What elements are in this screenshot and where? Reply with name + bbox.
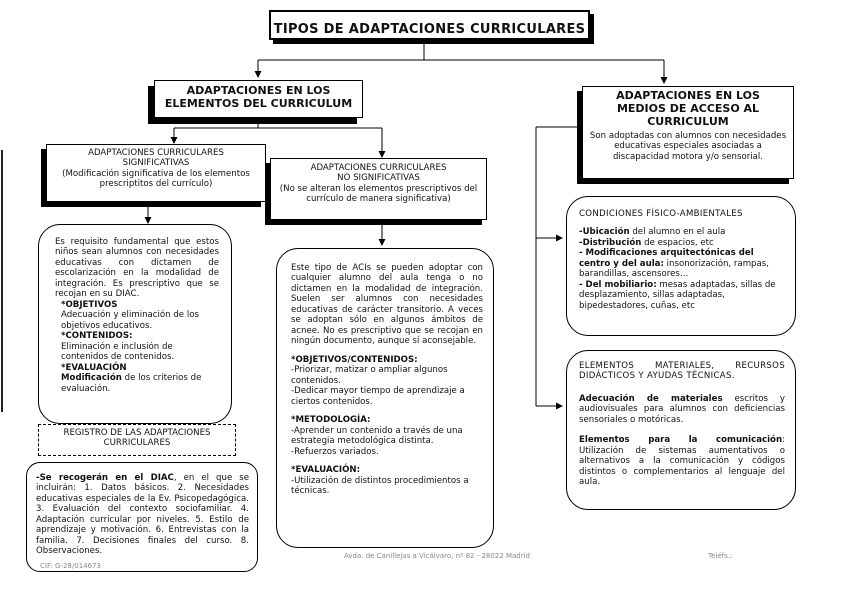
- non-significant-evaluation-item-1: -Utilización de distintos procedimientos a técnicas.: [291, 475, 469, 497]
- non-significant-detail-box: [276, 248, 494, 548]
- physical-item-furniture-bold: - Del mobiliario:: [579, 279, 657, 290]
- diac-box: [26, 462, 258, 572]
- non-significant-objectives-item-2: -Dedicar mayor tiempo de aprendizaje a ciertos contenidos.: [291, 386, 465, 407]
- access-header-desc: Son adoptadas con alumnos con necesidades educativas especiales asociadas a discapacidad motora y/o sensorial.: [589, 130, 787, 162]
- non-significant-desc: (No se alteran los elementos prescriptivos del currículo de manera significativa): [279, 183, 478, 205]
- physical-item-architecture-bold: - Modificaciones arquitectónicas del centro y del aula:: [579, 248, 754, 269]
- significant-evaluation-rest: de los criterios de evaluación.: [61, 373, 202, 394]
- diagram-title: [269, 10, 590, 40]
- physical-conditions-box: [566, 196, 796, 336]
- significant-desc: (Modificación significativa de los elementos prescriptitos del currículo): [62, 168, 250, 190]
- materials-adaptation-text: escritos y audiovisuales para alumnos con deficiencias sensoriales o motóricas.: [579, 393, 785, 425]
- non-significant-adaptations-box: [270, 158, 487, 220]
- elements-header-line1: ADAPTACIONES EN LOS: [186, 84, 331, 97]
- non-significant-intro: Este tipo de ACIs se pueden adoptar con cualquier alumno del aula tenga o no dictamen en la modalidad de integración. Suelen ser alumnos con necesidades educativas de carácter transitorio. A veces se adoptan sólo en algunos ámbitos de acnee. No es prescriptivo que se recojan en ningún documento, aunque sí aconsejable.: [291, 263, 483, 347]
- elements-header: [154, 80, 363, 118]
- access-header: [582, 86, 794, 179]
- physical-item-location-text: del alumno en el aula: [629, 227, 726, 238]
- title-text: TIPOS DE ADAPTACIONES CURRICULARES: [273, 22, 586, 37]
- materials-title: ELEMENTOS MATERIALES, RECURSOS DIDÁCTICOS Y AYUDAS TÉCNICAS.: [579, 361, 785, 382]
- access-header-line1: ADAPTACIONES EN LOS: [616, 89, 760, 102]
- elements-header-line2: ELEMENTOS DEL CURRICULUM: [164, 97, 353, 111]
- significant-contents-text: Eliminación e inclusión de contenidos de contenidos.: [61, 341, 175, 363]
- physical-item-architecture: [579, 248, 787, 279]
- significant-intro: Es requisito fundamental que estos niños sean alumnos con necesidades educativas con dictamen de escolarización en la modalidad de integración. Es prescriptivo que se recojan en su DIAC.: [55, 237, 219, 300]
- access-header-line3: CURRICULUM: [647, 114, 729, 128]
- significant-contents-title: *CONTENIDOS:: [61, 331, 133, 342]
- physical-item-distribution-text: de espacios, etc: [641, 237, 714, 248]
- record-line2: CURRICULARES: [103, 438, 171, 449]
- physical-item-distribution: [579, 238, 787, 248]
- significant-objectives-title: *OBJETIVOS: [61, 299, 118, 310]
- significant-adaptations-box: [46, 144, 266, 202]
- non-significant-objectives-title: *OBJETIVOS/CONTENIDOS:: [291, 354, 418, 365]
- footer-phone: Teléfs.:: [708, 552, 733, 560]
- physical-conditions-title: CONDICIONES FÍSICO-AMBIENTALES: [579, 209, 743, 219]
- materials-communication-bold: Elementos para la comunicación: [579, 435, 783, 446]
- left-margin-bar: [1, 150, 3, 412]
- physical-item-furniture-text: mesas adaptadas, sillas de desplazamiento, sillas adaptadas, bipedestadores, cuñas, etc: [579, 279, 776, 311]
- record-box: [38, 424, 236, 456]
- significant-evaluation-text: [61, 373, 219, 394]
- record-line1: REGISTRO DE LAS ADAPTACIONES: [63, 428, 211, 438]
- significant-evaluation-bold: Modificación: [61, 373, 122, 384]
- non-significant-methodology-title: *METODOLOGÍA:: [291, 415, 371, 426]
- physical-item-distribution-bold: -Distribución: [579, 237, 642, 248]
- materials-communication-text: : Utilización de sistemas aumentativos o alternativos a la comunicación y códigos distintos o complementarios al lenguaje del aula.: [579, 435, 785, 488]
- physical-item-location-bold: -Ubicación: [579, 227, 630, 238]
- non-significant-methodology-item-2: -Refuerzos variados.: [291, 446, 379, 457]
- non-significant-line2: NO SIGNIFICATIVAS: [337, 173, 420, 184]
- materials-communication: [579, 435, 785, 487]
- significant-evaluation-title: *EVALUACIÓN: [61, 362, 127, 373]
- diac-bold: -Se recogerán en el DIAC: [36, 473, 174, 483]
- significant-line2: SIGNIFICATIVAS: [122, 158, 190, 169]
- physical-item-architecture-text: insonorización, rampas, barandillas, ascensores…: [579, 258, 769, 280]
- materials-box: [566, 350, 796, 510]
- materials-adaptation: [579, 394, 785, 425]
- non-significant-evaluation-title: *EVALUACIÓN:: [291, 465, 361, 476]
- physical-item-location: [579, 227, 787, 237]
- access-header-line2: MEDIOS DE ACCESO AL: [616, 101, 760, 115]
- physical-item-furniture: [579, 280, 787, 311]
- non-significant-methodology-item-1: -Aprender un contenido a través de una estrategia metodológica distinta.: [291, 425, 463, 447]
- materials-adaptation-bold: Adecuación de materiales: [579, 393, 723, 404]
- significant-line1: ADAPTACIONES CURRICULARES: [88, 148, 224, 158]
- footer-address: Avda. de Canillejas a Vicálvaro, nº 82 - 28022 Madrid: [344, 552, 530, 560]
- footer-cif: CIF: G-28/014673: [40, 562, 101, 570]
- significant-objectives-text: Adecuación y eliminación de los objetivos educativos.: [61, 310, 199, 331]
- non-significant-objectives-item-1: -Priorizar, matizar o ampliar algunos contenidos.: [291, 365, 448, 386]
- significant-detail-box: [38, 224, 232, 424]
- non-significant-line1: ADAPTACIONES CURRICULARES: [310, 163, 447, 173]
- diac-text: , en el que se incluirán: 1. Datos básicos. 2. Necesidades educativas especiales de la Ev. Psicopedagógica. 3. Evaluación del contexto sociofamiliar. 4. Adaptación curricular por niveles. 5. Estilo de aprendizaje y motivación. 6. Entrevistas con la familia. 7. Decisiones finales del curso. 8. Observaciones.: [36, 473, 249, 557]
